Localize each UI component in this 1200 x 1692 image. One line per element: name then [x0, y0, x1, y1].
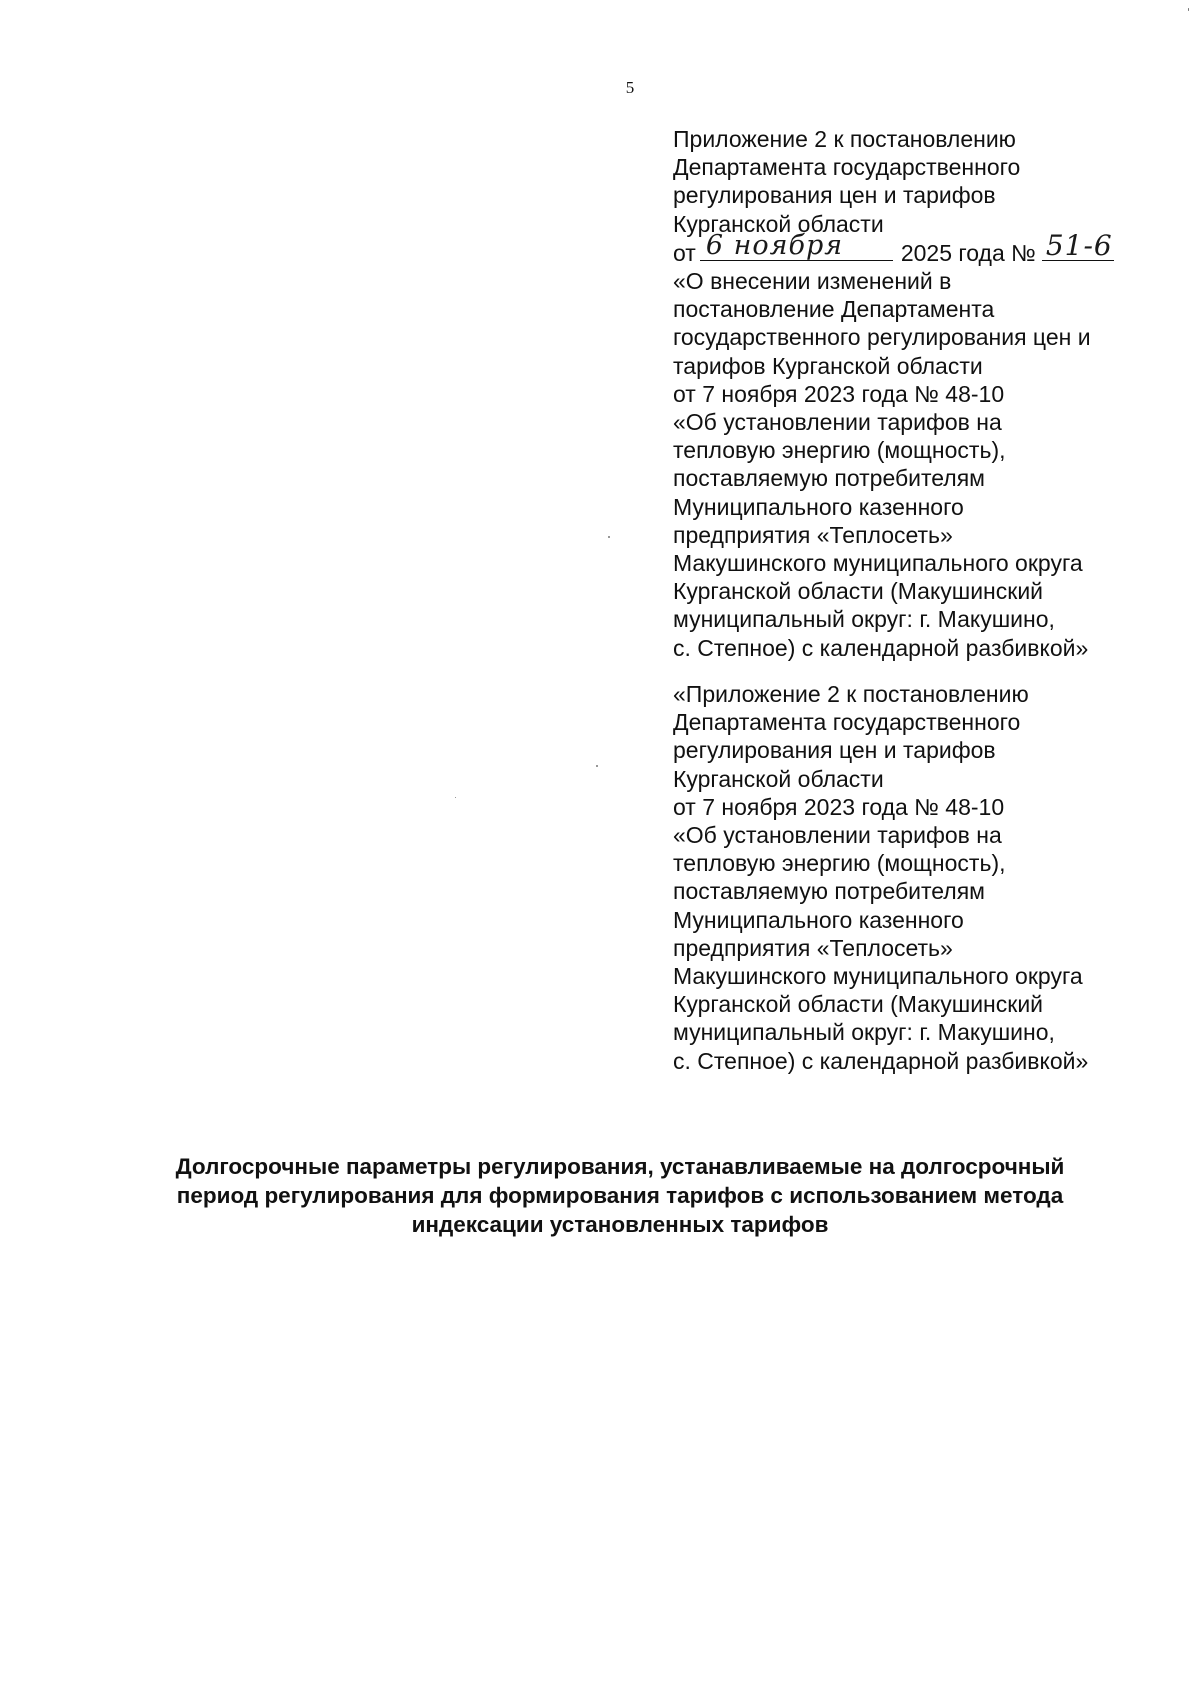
- original-header-line: Макушинского муниципального округа: [673, 963, 1083, 990]
- original-header-line: «Об установлении тарифов на: [673, 822, 1002, 849]
- original-header-line: поставляемую потребителям: [673, 878, 985, 905]
- subject-line: постановление Департамента: [673, 296, 995, 323]
- scan-speck: [608, 536, 610, 538]
- subject-line: тарифов Курганской области: [673, 352, 983, 379]
- scan-speck: [596, 765, 598, 767]
- handwritten-number: 51-6: [1045, 228, 1113, 262]
- date-prefix: от: [673, 239, 696, 266]
- scan-speck: [455, 797, 456, 798]
- original-header-line: с. Степное) с календарной разбивкой»: [673, 1047, 1089, 1074]
- document-title: [120, 1152, 1120, 1239]
- subject-line: Курганской области (Макушинский: [673, 578, 1044, 605]
- original-header-line: муниципальный округ: г. Макушино,: [673, 1019, 1055, 1046]
- subject-line: муниципальный округ: г. Макушино,: [673, 606, 1055, 633]
- scan-speck: [1188, 8, 1189, 11]
- original-header-line: Курганской области (Макушинский: [673, 991, 1044, 1018]
- subject-line: Макушинского муниципального округа: [673, 550, 1083, 577]
- subject-line: «Об установлении тарифов на: [673, 409, 1002, 436]
- date-fill-line: [700, 229, 893, 261]
- original-header-line: Муниципального казенного: [673, 906, 964, 933]
- subject-line: государственного регулирования цен и: [673, 324, 1091, 351]
- appendix-header-line: регулирования цен и тарифов: [673, 182, 996, 209]
- subject-line: «О внесении изменений в: [673, 268, 952, 295]
- document-title-line: индексации установленных тарифов: [411, 1212, 829, 1237]
- subject-line: Муниципального казенного: [673, 493, 964, 520]
- subject-line: предприятия «Теплосеть»: [673, 521, 953, 548]
- original-header-line: «Приложение 2 к постановлению: [673, 681, 1029, 707]
- original-header-line: Курганской области: [673, 765, 884, 792]
- number-fill-line: [1042, 228, 1114, 262]
- appendix-header-block: [673, 125, 1173, 662]
- date-suffix: 2025 года №: [900, 239, 1036, 266]
- subject-line: с. Степное) с календарной разбивкой»: [673, 634, 1089, 661]
- document-title-line: период регулирования для формирования тарифов с использованием метода: [176, 1183, 1064, 1208]
- original-header-line: регулирования цен и тарифов: [673, 737, 996, 764]
- original-header-line: предприятия «Теплосеть»: [673, 934, 953, 961]
- handwritten-date: 6 ноября: [705, 229, 844, 261]
- original-header-line: от 7 ноября 2023 года № 48-10: [673, 793, 1005, 820]
- page-number: 5: [625, 78, 635, 97]
- original-header-line: Департамента государственного: [673, 709, 1021, 736]
- appendix-header-line: Курганской области: [673, 210, 884, 237]
- original-appendix-header-block: [673, 680, 1173, 1075]
- subject-line: поставляемую потребителям: [673, 465, 985, 492]
- appendix-header-line: Департамента государственного: [673, 154, 1021, 181]
- document-title-line: Долгосрочные параметры регулирования, устанавливаемые на долгосрочный: [175, 1154, 1065, 1179]
- subject-line: тепловую энергию (мощность),: [673, 437, 1006, 464]
- appendix-header-line: Приложение 2 к постановлению: [673, 126, 1016, 152]
- subject-line: от 7 ноября 2023 года № 48-10: [673, 380, 1005, 407]
- original-header-line: тепловую энергию (мощность),: [673, 850, 1006, 877]
- resolution-date-line: [673, 228, 1173, 267]
